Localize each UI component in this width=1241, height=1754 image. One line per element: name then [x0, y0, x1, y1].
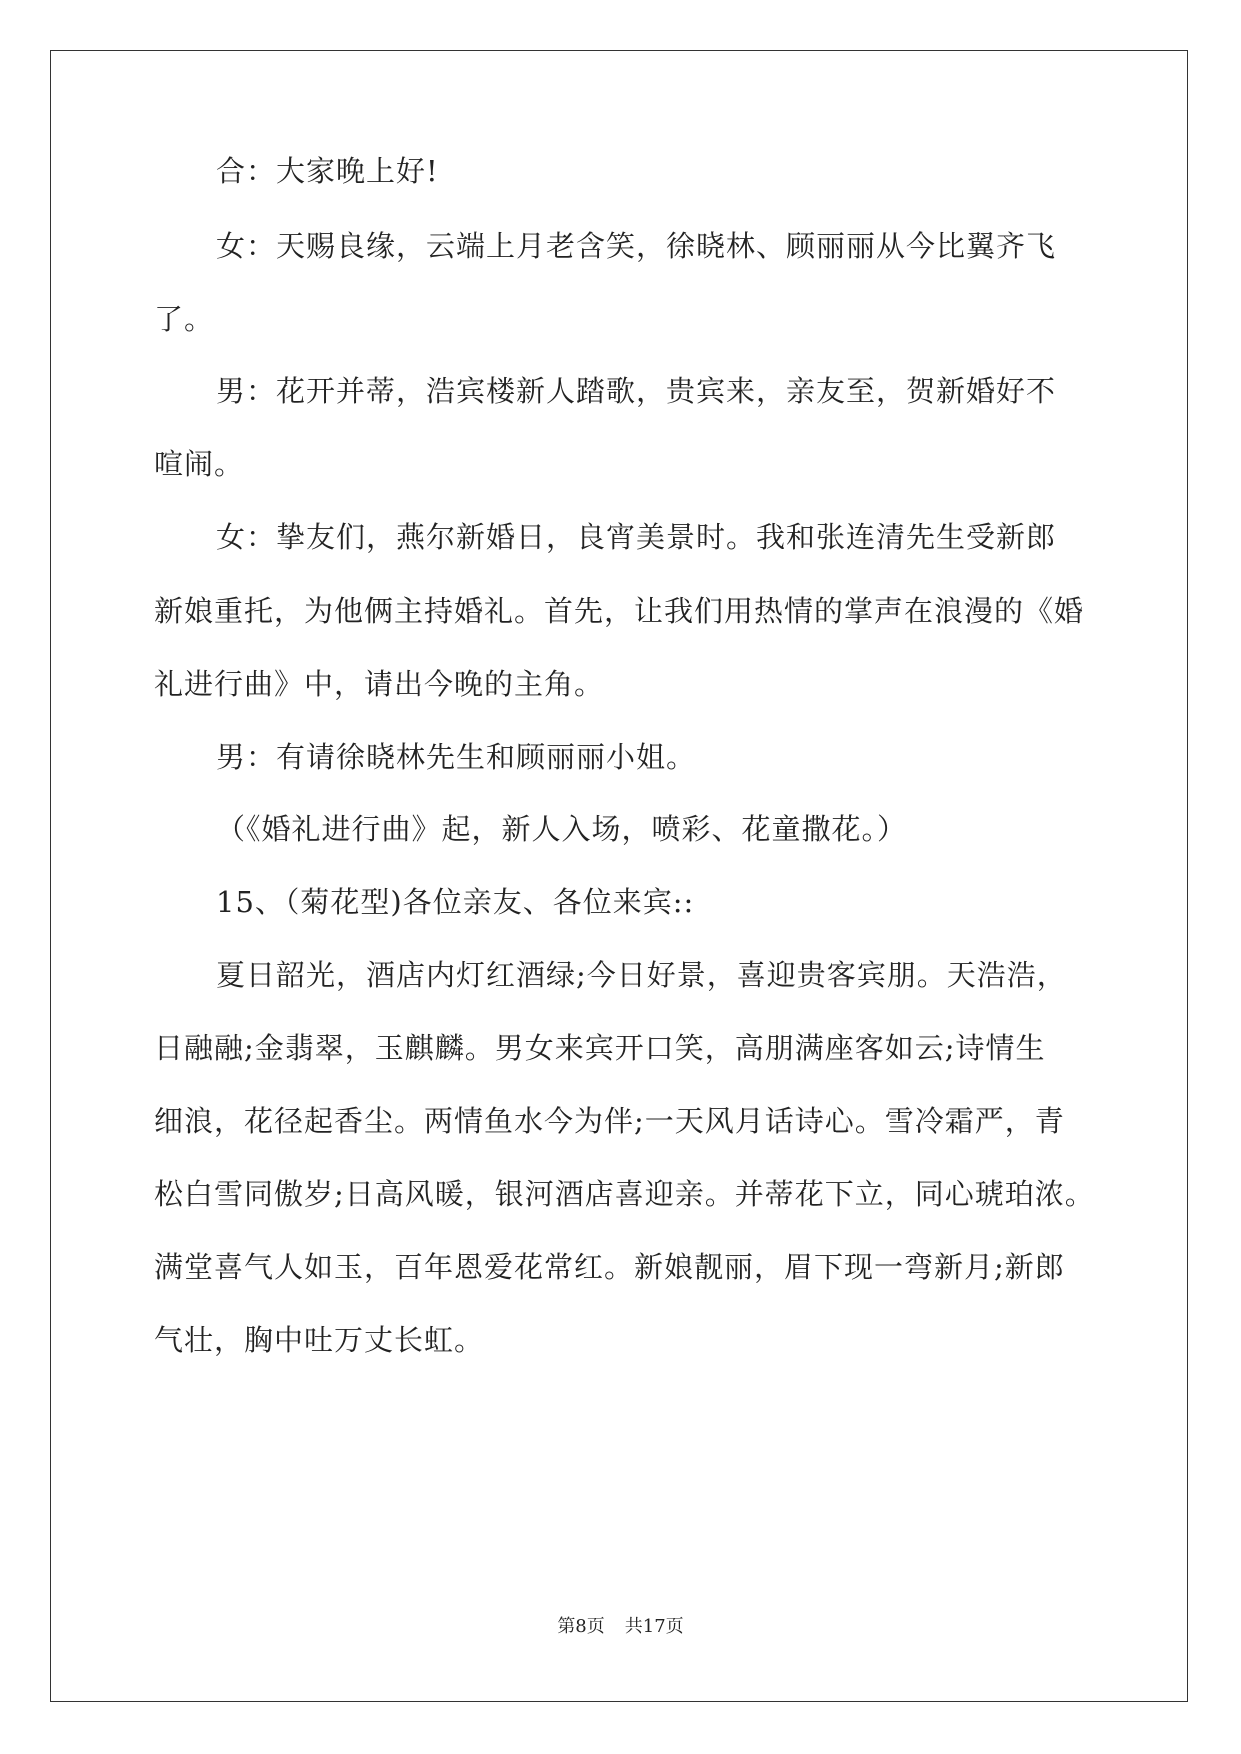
page-border: [50, 50, 1188, 1702]
text-line: 气壮，胸中吐万丈长虹。: [154, 1323, 485, 1357]
text-line: 了。: [154, 302, 215, 336]
text-line: 细浪，花径起香尘。两情鱼水今为伴;一天风月话诗心。雪冷霜严，青: [154, 1104, 1065, 1138]
page-footer: [0, 1612, 1241, 1638]
text-line: 喧闹。: [154, 447, 245, 481]
text-line: 日融融;金翡翠，玉麒麟。男女来宾开口笑，高朋满座客如云;诗情生: [154, 1031, 1046, 1065]
text-line: 新娘重托，为他俩主持婚礼。首先，让我们用热情的掌声在浪漫的《婚: [154, 594, 1085, 628]
text-line: 松白雪同傲岁;日高风暖，银河酒店喜迎亲。并蒂花下立，同心琥珀浓。: [154, 1177, 1095, 1211]
text-line: 合：大家晚上好!: [216, 154, 439, 188]
text-line: 女：天赐良缘，云端上月老含笑，徐晓林、顾丽丽从今比翼齐飞: [216, 229, 1057, 263]
text-line: （《婚礼进行曲》起，新人入场，喷彩、花童撒花。）: [216, 812, 908, 846]
text-line: 女：挚友们，燕尔新婚日，良宵美景时。我和张连清先生受新郎: [216, 520, 1057, 554]
page-total: 共17页: [624, 1616, 684, 1637]
text-line: 礼进行曲》中，请出今晚的主角。: [154, 667, 605, 701]
text-line: 男：有请徐晓林先生和顾丽丽小姐。: [216, 740, 697, 774]
text-line: 夏日韶光，酒店内灯红酒绿;今日好景，喜迎贵客宾朋。天浩浩，: [216, 958, 1067, 992]
text-line: 男：花开并蒂，浩宾楼新人踏歌，贵宾来，亲友至，贺新婚好不: [216, 374, 1057, 408]
text-line: 满堂喜气人如玉，百年恩爱花常红。新娘靓丽，眉下现一弯新月;新郎: [154, 1250, 1065, 1284]
page-number: 第8页: [557, 1616, 605, 1637]
section-heading: 15、（菊花型)各位亲友、各位来宾::: [216, 885, 695, 919]
